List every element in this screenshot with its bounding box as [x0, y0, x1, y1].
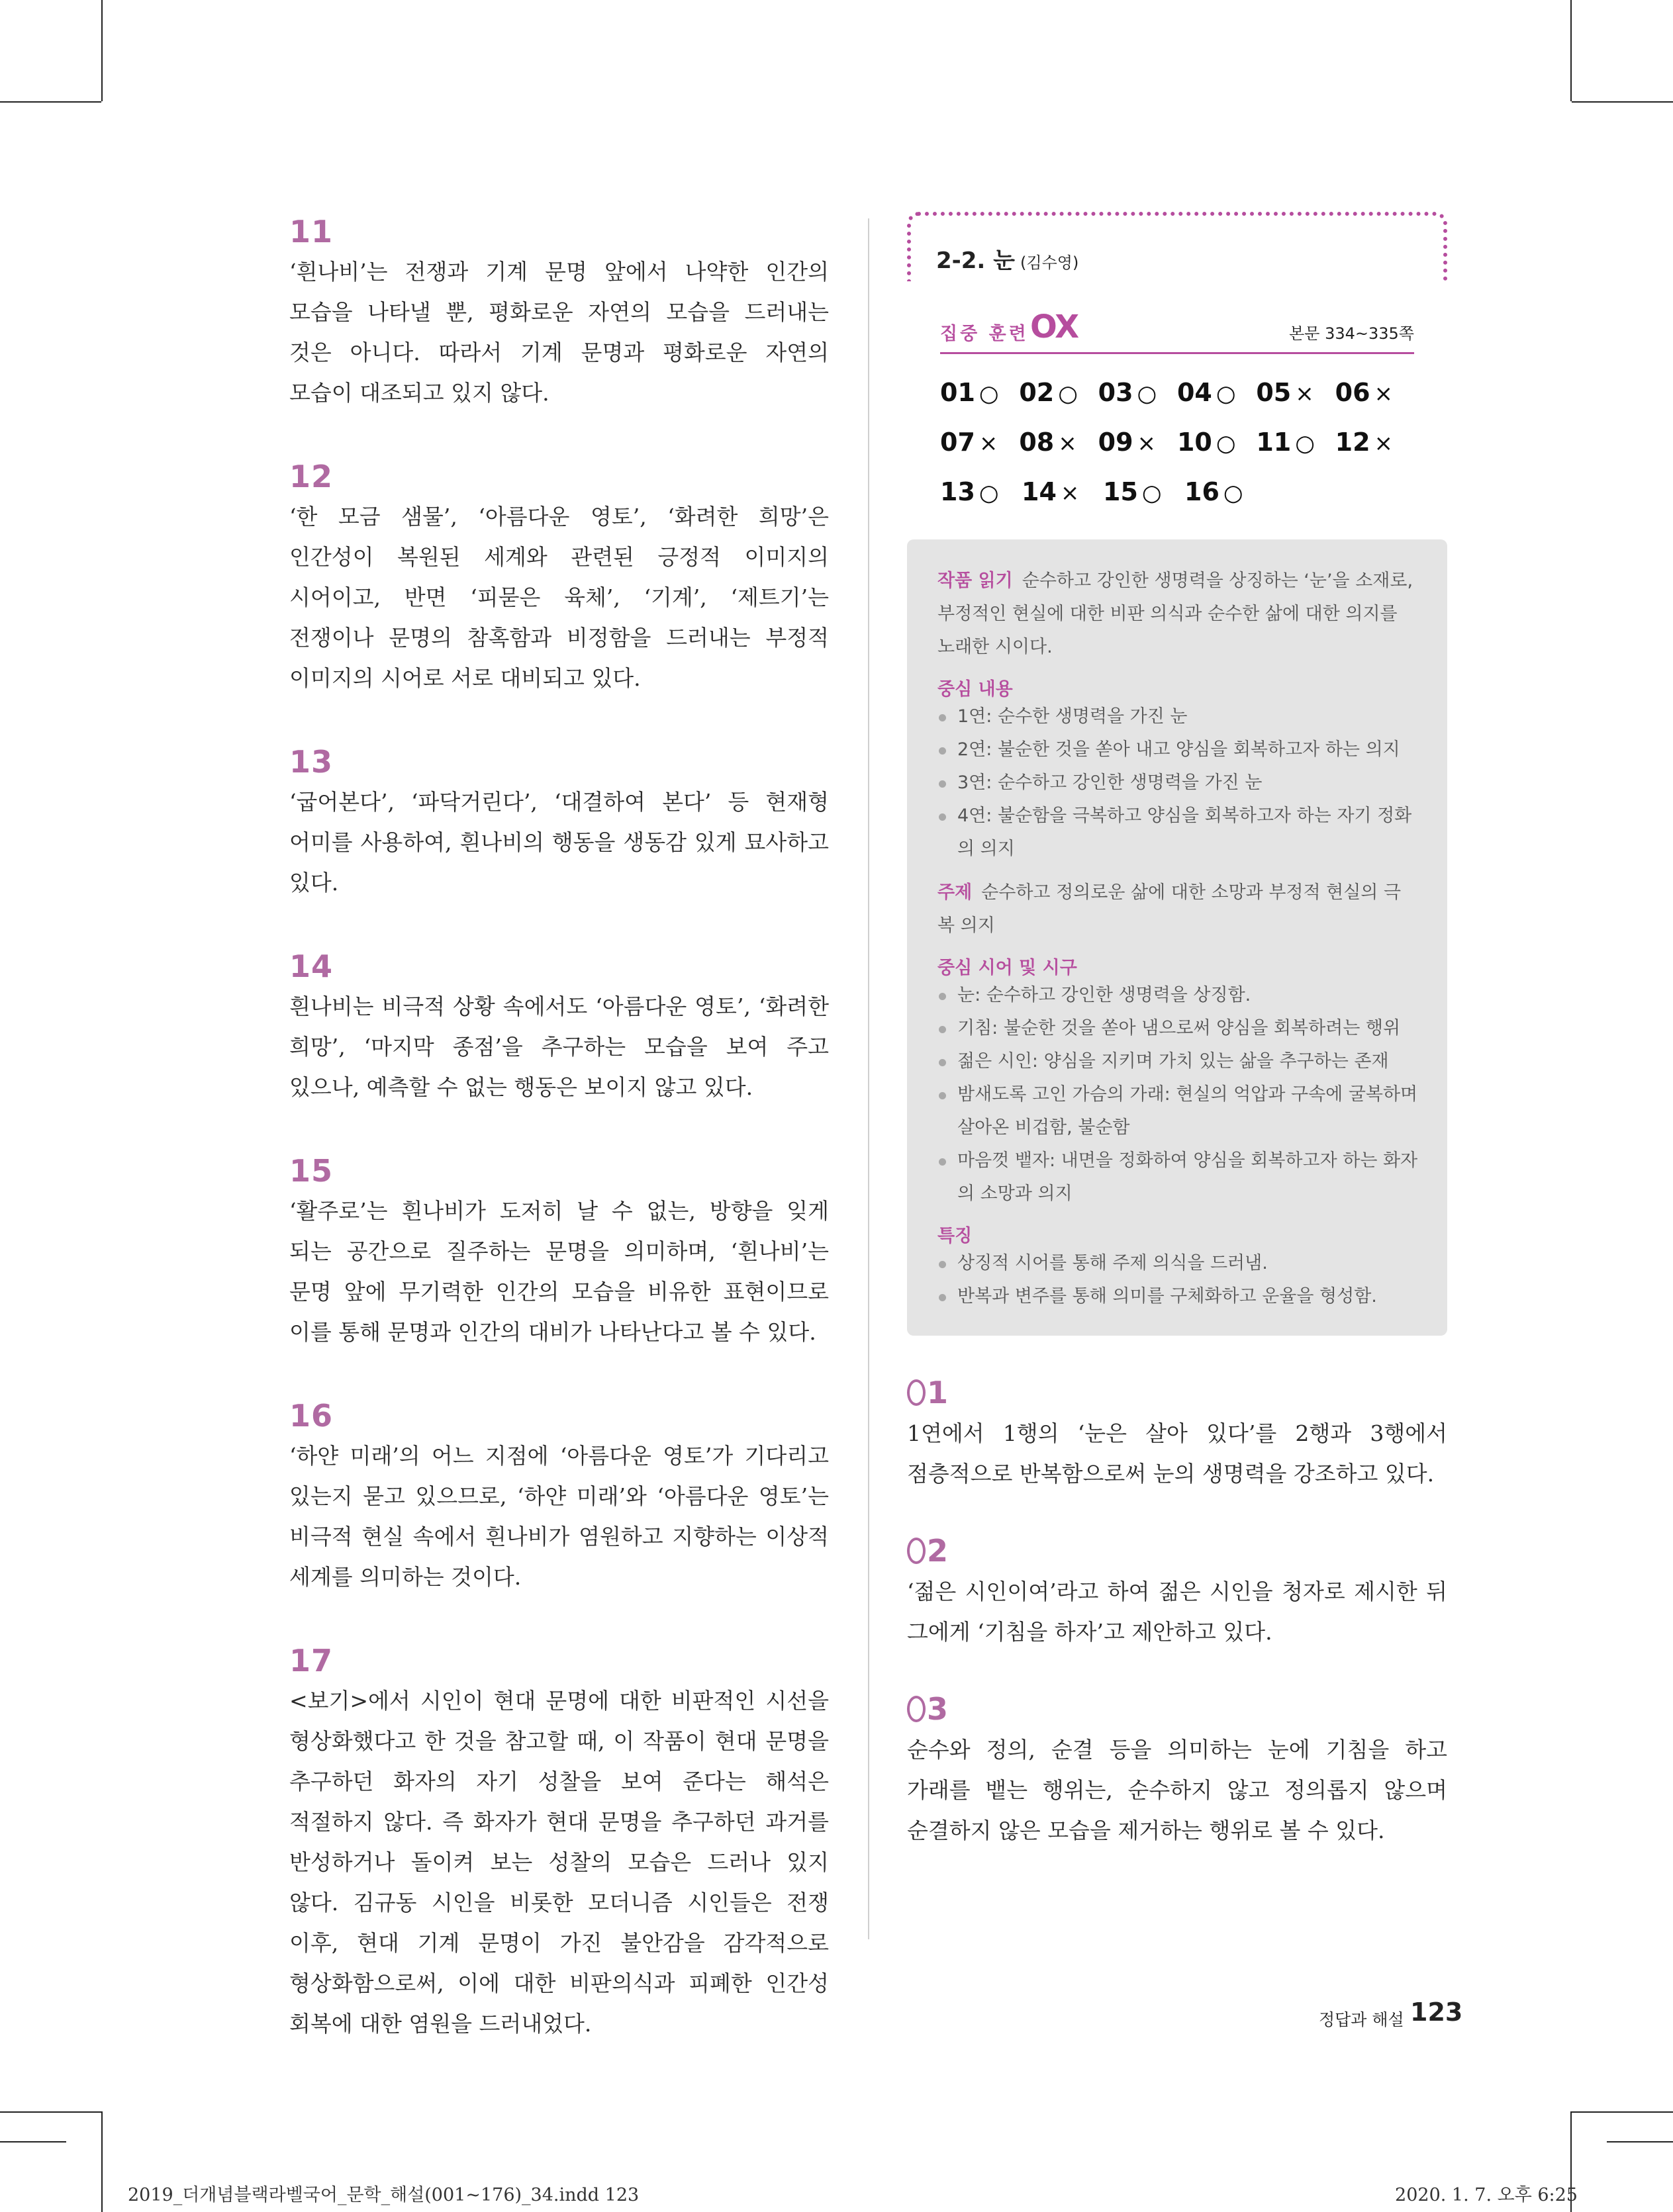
- section-author: (김수영): [1020, 253, 1079, 272]
- item-text: 순수와 정의, 순결 등을 의미하는 눈에 기침을 하고 가래를 뱉는 행위는, 순수하지 않고 정의롭지 않으며 순결하지 않은 모습을 제거하는 행위로 볼 수 있다.: [907, 1737, 1447, 1843]
- right-column: [907, 212, 1447, 1851]
- ox-answer: 07 ×: [940, 427, 998, 457]
- answer-item-15: [289, 1151, 829, 1352]
- reading-text: 순수하고 강인한 생명력을 상징하는 ‘눈’을 소재로, 부정적인 현실에 대한 비판 의식과 순수한 삶에 대한 의지를 노래한 시이다.: [937, 571, 1413, 657]
- item-text: ‘흰나비’는 전쟁과 기계 문명 앞에서 나약한 인간의 모습을 나타낼 뿐, 평화로운 자연의 모습을 드러내는 것은 아니다. 따라서 기계 문명과 평화로운 자연의 모습이 대조되고 있지 않다.: [289, 259, 829, 406]
- crop-mark: [0, 101, 101, 103]
- features-section: [937, 1221, 1418, 1313]
- answer-item-13: [289, 742, 829, 903]
- theme-text: 순수하고 정의로운 삶에 대한 소망과 부정적 현실의 극복 의지: [937, 882, 1402, 936]
- item-number: 12: [289, 459, 334, 494]
- list-item: 밤새도록 고인 가슴의 가래: 현실의 억압과 구속에 굴복하며 살아온 비겁함, 불순함: [937, 1078, 1418, 1144]
- reading-label: 작품 읽기: [937, 571, 1013, 591]
- item-text: <보기>에서 시인이 현대 문명에 대한 비판적인 시선을 형상화했다고 한 것을 참고할 때, 이 작품이 현대 문명을 추구하던 화자의 자기 성찰을 보여 준다는 해석은 적절하지 않다. 즉 화자가 현대 문명을 추구하던 과거를 반성하거나 돌이켜 보는 성찰의 모습은 드러나 있지 않다. 김규동 시인을 비롯한 모더니즘 시인들은 전쟁 이후, 현대 기계 문명이 가진 불안감을 감각적으로 형상화함으로써, 이에 대한 비판의식과 피폐한 인간성 회복에 대한 염원을 드러내었다.: [289, 1688, 829, 2037]
- item-text: ‘젊은 시인이여’라고 하여 젊은 시인을 청자로 제시한 뒤 그에게 ‘기침을 하자’고 제안하고 있다.: [907, 1579, 1447, 1645]
- list-item: 1연: 순수한 생명력을 가진 눈: [937, 700, 1418, 733]
- theme-section: [937, 876, 1418, 943]
- crop-mark: [0, 2141, 66, 2143]
- ox-answer: 13 ○: [940, 477, 999, 506]
- work-summary-box: [907, 539, 1447, 1336]
- section-title-box: [907, 212, 1447, 281]
- item-number: 13: [289, 744, 334, 780]
- column-divider: [868, 218, 869, 1939]
- center-label: 중심 내용: [937, 679, 1013, 700]
- ox-answer: 14 ×: [1022, 477, 1080, 506]
- explanation-item-02: [907, 1530, 1447, 1652]
- answer-item-12: [289, 457, 829, 698]
- center-content-section: [937, 674, 1418, 866]
- zero-ring-icon: [907, 1696, 926, 1722]
- section-title: 2-2. 눈: [936, 248, 1016, 274]
- answer-item-16: [289, 1396, 829, 1597]
- ox-answer: 03 ○: [1098, 377, 1157, 407]
- ox-logo: OX: [1030, 308, 1078, 346]
- training-header: [940, 308, 1414, 354]
- item-number: 11: [289, 214, 334, 250]
- crop-mark: [1607, 2141, 1673, 2143]
- item-number: 17: [289, 1643, 334, 1679]
- print-slug-date: 2020. 1. 7. 오후 6:25: [1395, 2185, 1578, 2205]
- explanation-item-01: [907, 1372, 1447, 1494]
- list-item: 4연: 불순함을 극복하고 양심을 회복하고자 하는 자기 정화의 의지: [937, 800, 1418, 866]
- answer-item-14: [289, 946, 829, 1107]
- crop-mark: [1572, 101, 1673, 103]
- ox-row: [940, 367, 1414, 417]
- item-text: ‘굽어본다’, ‘파닥거린다’, ‘대결하여 본다’ 등 현재형 어미를 사용하여, 흰나비의 행동을 생동감 있게 묘사하고 있다.: [289, 789, 829, 896]
- list-item: 젊은 시인: 양심을 지키며 가치 있는 삶을 추구하는 존재: [937, 1045, 1418, 1078]
- item-number: 15: [289, 1153, 334, 1189]
- item-text: ‘한 모금 샘물’, ‘아름다운 영토’, ‘화려한 희망’은 인간성이 복원된 세계와 관련된 긍정적 이미지의 시어이고, 반면 ‘피묻은 육체’, ‘기계’, ‘제트기’는 전쟁이나 문명의 참혹함과 비정함을 드러내는 부정적 이미지의 시어로 서로 대비되고 있다.: [289, 504, 829, 691]
- page-number: 123: [1410, 1998, 1463, 2027]
- list-item: 마음껏 뱉자: 내면을 정화하여 양심을 회복하고자 하는 화자의 소망과 의지: [937, 1144, 1418, 1211]
- item-text: ‘활주로’는 흰나비가 도저히 날 수 없는, 방향을 잊게 되는 공간으로 질주하는 문명을 의미하며, ‘흰나비’는 문명 앞에 무기력한 인간의 모습을 비유한 표현이므로 이를 통해 문명과 인간의 대비가 나타난다고 볼 수 있다.: [289, 1198, 829, 1345]
- ox-answer: 10 ○: [1176, 427, 1236, 457]
- ox-answer: 08 ×: [1019, 427, 1077, 457]
- ox-row: [940, 417, 1414, 467]
- page-reference: 본문 334~335쪽: [1289, 324, 1414, 343]
- ox-answer: 09 ×: [1098, 427, 1157, 457]
- item-number: 16: [289, 1398, 334, 1434]
- training-label: 집중 훈련: [940, 324, 1029, 344]
- explanation-item-03: [907, 1688, 1447, 1851]
- print-slug-file: 2019_더개념블랙라벨국어_문학_해설(001~176)_34.indd 123: [128, 2185, 640, 2205]
- ox-answer: 02 ○: [1019, 377, 1078, 407]
- left-column: [289, 212, 829, 2088]
- item-number: 1: [907, 1372, 1447, 1413]
- crop-mark: [101, 0, 103, 101]
- crop-mark: [1572, 2111, 1673, 2113]
- ox-answer: 16 ○: [1184, 477, 1243, 506]
- list-item: 반복과 변주를 통해 의미를 구체화하고 운율을 형성함.: [937, 1280, 1418, 1313]
- features-label: 특징: [937, 1226, 973, 1246]
- ox-answer: 06 ×: [1335, 377, 1394, 407]
- ox-answer-grid: [940, 367, 1414, 516]
- list-item: 기침: 불순한 것을 쏟아 냄으로써 양심을 회복하려는 행위: [937, 1012, 1418, 1045]
- list-item: 2연: 불순한 것을 쏟아 내고 양심을 회복하고자 하는 의지: [937, 733, 1418, 766]
- answer-item-11: [289, 212, 829, 413]
- item-number: 14: [289, 948, 334, 984]
- keywords-label: 중심 시어 및 시구: [937, 958, 1077, 978]
- ox-answer: 12 ×: [1335, 427, 1394, 457]
- ox-answer: 04 ○: [1176, 377, 1236, 407]
- ox-row: [940, 467, 1414, 516]
- item-text: 흰나비는 비극적 상황 속에서도 ‘아름다운 영토’, ‘화려한 희망’, ‘마지막 종점’을 추구하는 모습을 보여 주고 있으나, 예측할 수 없는 행동은 보이지 않고 있다.: [289, 993, 829, 1100]
- answer-item-17: [289, 1641, 829, 2044]
- ox-answer: 05 ×: [1256, 377, 1314, 407]
- item-text: ‘하얀 미래’의 어느 지점에 ‘아름다운 영토’가 기다리고 있는지 묻고 있으므로, ‘하얀 미래’와 ‘아름다운 영토’는 비극적 현실 속에서 흰나비가 염원하고 지향하는 이상적 세계를 의미하는 것이다.: [289, 1443, 829, 1590]
- list-item: 상징적 시어를 통해 주제 의식을 드러냄.: [937, 1247, 1418, 1280]
- zero-ring-icon: [907, 1379, 926, 1406]
- ox-answer: 11 ○: [1256, 427, 1315, 457]
- list-item: 눈: 순수하고 강인한 생명력을 상징함.: [937, 979, 1418, 1012]
- item-number: 2: [907, 1530, 1447, 1571]
- crop-mark: [101, 2111, 103, 2212]
- item-number: 3: [907, 1688, 1447, 1729]
- crop-mark: [1570, 0, 1572, 101]
- item-text: 1연에서 1행의 ‘눈은 살아 있다’를 2행과 3행에서 점층적으로 반복함으로써 눈의 생명력을 강조하고 있다.: [907, 1420, 1447, 1487]
- zero-ring-icon: [907, 1538, 926, 1564]
- keywords-section: [937, 953, 1418, 1211]
- footer-section-label: 정답과 해설: [1319, 2010, 1404, 2029]
- theme-label: 주제: [937, 882, 973, 903]
- list-item: 3연: 순수하고 강인한 생명력을 가진 눈: [937, 766, 1418, 800]
- ox-answer: 15 ○: [1103, 477, 1162, 506]
- ox-answer: 01 ○: [940, 377, 999, 407]
- crop-mark: [0, 2111, 101, 2113]
- reading-block: [937, 565, 1418, 664]
